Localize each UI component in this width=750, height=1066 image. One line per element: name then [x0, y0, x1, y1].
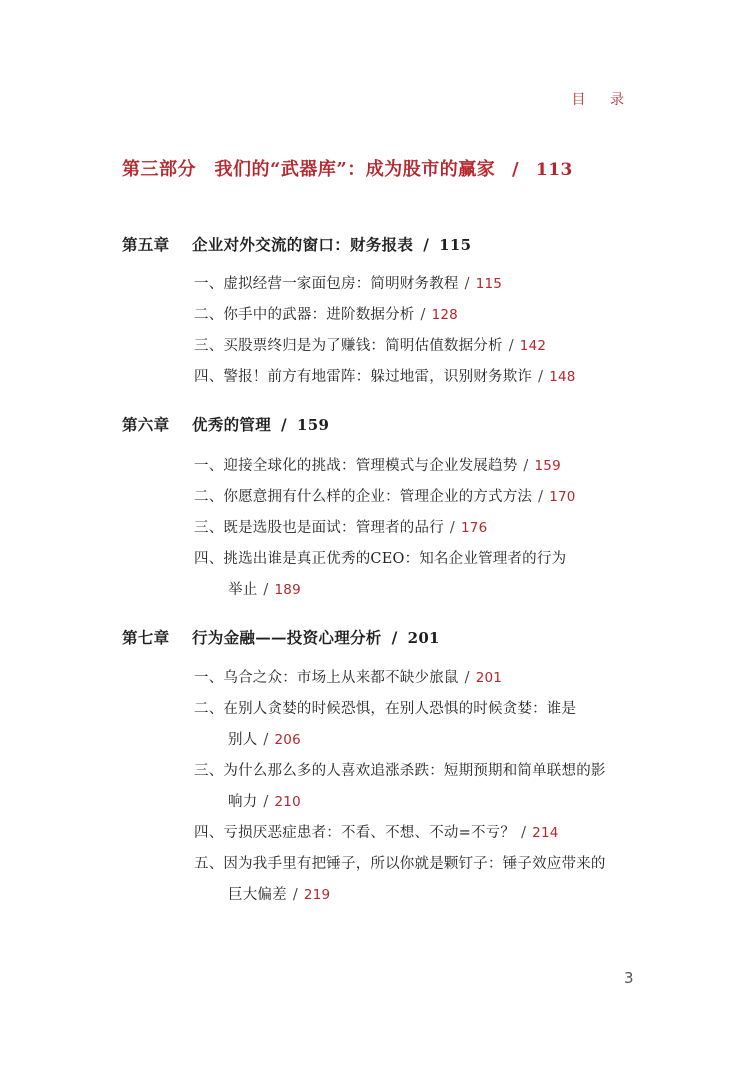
toc-entry [194, 331, 639, 362]
entry-continuation [194, 787, 639, 818]
entry-text: 一、迎接全球化的挑战：管理模式与企业发展趋势 [194, 458, 518, 474]
chapter-separator: / [281, 415, 287, 434]
toc-entry [194, 818, 639, 849]
toc-entry [194, 269, 639, 300]
entry-page-ref: 176 [461, 520, 488, 536]
entry-page-ref: 142 [519, 338, 547, 354]
part-title-text: 第三部分 我们的“武器库”：成为股市的赢家 [122, 159, 496, 180]
toc-entry [194, 362, 639, 393]
toc-entry [194, 849, 639, 911]
entry-separator: / [449, 520, 455, 536]
entry-text-continued: 举止 [228, 582, 258, 598]
chapter-page-ref: 201 [407, 629, 440, 647]
chapter-separator: / [391, 628, 398, 647]
entry-separator: / [523, 458, 529, 474]
chapter-heading [122, 233, 471, 255]
toc-entry [194, 300, 639, 331]
toc-entry [194, 544, 639, 606]
part-separator: / [512, 159, 520, 180]
chapter-number: 第五章 [122, 235, 170, 254]
toc-entry [194, 663, 639, 694]
entry-continuation [194, 575, 639, 606]
toc-entry [194, 756, 639, 818]
entry-text: 一、乌合之众：市场上从来都不缺少旅鼠 [194, 670, 459, 686]
entry-continuation [194, 880, 639, 911]
chapter-number: 第七章 [122, 628, 170, 647]
entry-page-ref: 159 [534, 458, 561, 474]
entry-page-ref: 115 [475, 276, 503, 292]
entry-page-ref: 189 [274, 582, 301, 598]
page-number: 3 [624, 969, 634, 987]
chapter-title: 企业对外交流的窗口：财务报表 [192, 235, 414, 254]
entry-separator: / [538, 489, 544, 505]
toc-entry [194, 482, 639, 513]
entry-text: 五、因为我手里有把锤子，所以你就是颗钉子：锤子效应带来的 [194, 856, 606, 872]
entry-separator: / [521, 825, 527, 841]
entry-page-ref: 128 [431, 307, 458, 323]
entry-separator: / [263, 582, 269, 598]
chapter-number: 第六章 [122, 415, 170, 434]
entry-page-ref: 214 [532, 825, 559, 841]
toc-entry [194, 451, 639, 482]
chapter-separator: / [423, 235, 430, 254]
entry-page-ref: 170 [549, 489, 576, 505]
entry-separator: / [292, 887, 298, 903]
entry-page-ref: 206 [274, 732, 301, 748]
chapter-heading [122, 626, 440, 648]
entry-text: 四、亏损厌恶症患者：不看、不想、不动=不亏？ [194, 825, 516, 841]
chapter-title: 优秀的管理 [192, 415, 272, 434]
entry-text: 二、在别人贪婪的时候恐惧，在别人恐惧的时候贪婪：谁是 [194, 701, 577, 717]
entry-separator: / [464, 276, 470, 292]
entry-continuation [194, 725, 639, 756]
chapter-title: 行为金融——投资心理分析 [192, 628, 382, 647]
entry-text: 一、虚拟经营一家面包房：简明财务教程 [194, 276, 459, 292]
entry-text-continued: 别人 [228, 732, 258, 748]
entry-page-ref: 210 [274, 794, 301, 810]
toc-entry [194, 694, 639, 756]
entry-text-continued: 巨大偏差 [228, 887, 287, 903]
chapter-page-ref: 115 [439, 236, 472, 254]
entry-text: 二、你手中的武器：进阶数据分析 [194, 307, 415, 323]
chapter-heading [122, 413, 329, 435]
entry-separator: / [263, 794, 269, 810]
entry-separator: / [464, 670, 470, 686]
chapter-page-ref: 159 [296, 416, 330, 434]
entry-text: 三、为什么那么多的人喜欢追涨杀跌：短期预期和简单联想的影 [194, 763, 606, 779]
entry-text-continued: 响力 [228, 794, 258, 810]
entry-separator: / [420, 307, 426, 323]
entry-text: 四、挑选出谁是真正优秀的CEO：知名企业管理者的行为 [194, 551, 567, 567]
entry-text: 三、买股票终归是为了赚钱：简明估值数据分析 [194, 338, 503, 354]
toc-entry [194, 513, 639, 544]
entry-separator: / [263, 732, 269, 748]
entry-text: 二、你愿意拥有什么样的企业：管理企业的方式方法 [194, 489, 533, 505]
entry-page-ref: 201 [475, 670, 503, 686]
part-title [122, 155, 573, 181]
entry-text: 四、警报！前方有地雷阵：躲过地雷，识别财务欺诈 [194, 369, 533, 385]
entry-separator: / [508, 338, 514, 354]
entry-page-ref: 219 [303, 887, 331, 903]
entry-separator: / [538, 369, 544, 385]
part-page-ref: 113 [535, 160, 573, 180]
running-head: 目 录 [571, 92, 634, 108]
entry-page-ref: 148 [549, 369, 576, 385]
entry-text: 三、既是选股也是面试：管理者的品行 [194, 520, 444, 536]
